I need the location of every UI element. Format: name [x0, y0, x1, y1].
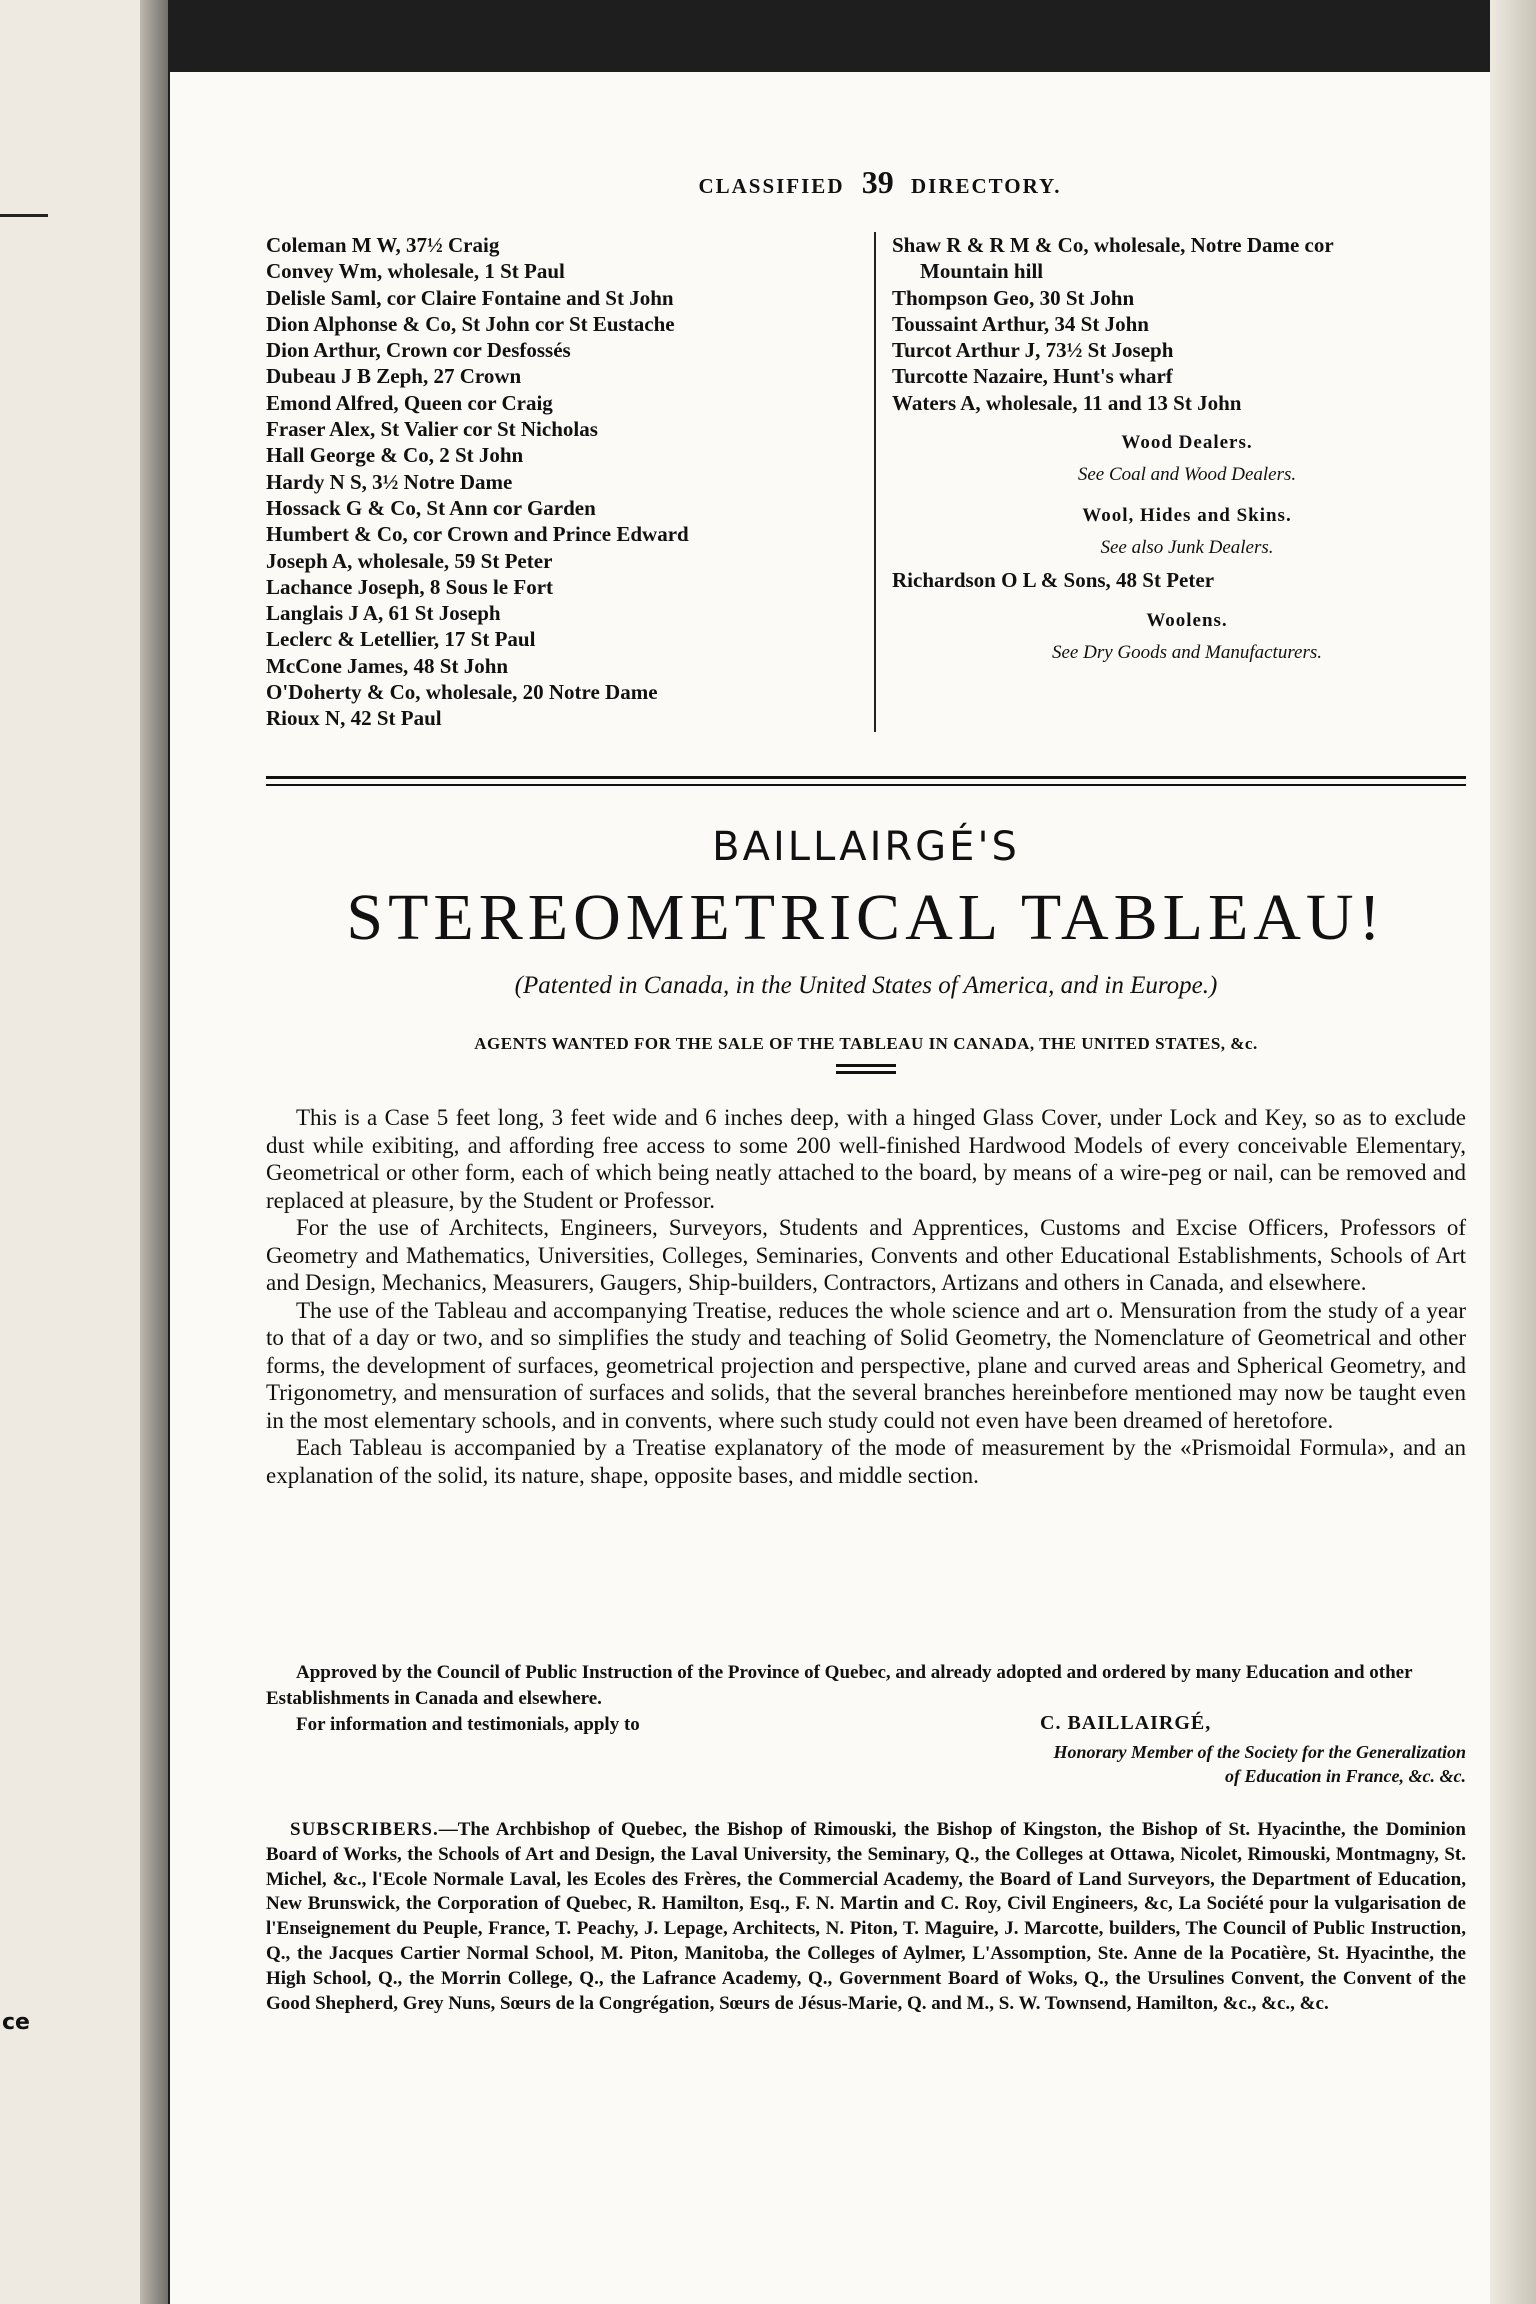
ad-agents-wanted: AGENTS WANTED FOR THE SALE OF THE TABLEAU IN CANADA, THE UNITED STATES, &c. — [474, 1034, 1258, 1053]
info-text: For information and testimonials, apply to — [296, 1714, 640, 1735]
ad-paragraph: For the use of Architects, Engineers, Surveyors, Students and Apprentices, Customs and Excise Officers, Professors of Geometry and Mathematics, Universities, Colleges, Seminaries, Convents and other Educational Establishments, Schools of Art and Design, Mechanics, Measurers, Gaugers, Ship-builders, Contractors, Artizans and others in Canada, and elsewhere. — [266, 1215, 1466, 1295]
ad-paragraph: The use of the Tableau and accompanying Treatise, reduces the whole science and art o. Mensuration from the study of a year to that of a day or two, and so simplifies the study and teaching of Solid Geometry, the Nomenclature of Geometrical and other forms, the development of surfaces, geometrical projection and perspective, plane and curved areas and Spherical Geometry, and Trigonometry, and mensuration of surfaces and solids, that the several branches hereinbefore mentioned may now be taught even in the most elementary schools, and in convents, where such study could not even have been dreamed of heretofore. — [266, 1297, 1466, 1433]
ad-paragraph: This is a Case 5 feet long, 3 feet wide and 6 inches deep, with a hinged Glass Cover, under Lock and Key, so as to exclude dust while exibiting, and affording free access to some 200 well-finished Hardwood Models of every conceivable Elementary, Geometrical or other form, each of which being neatly attached to the board, by means of a wire-peg or nail, can be removed and replaced at pleasure, by the Student or Professor. — [266, 1105, 1466, 1213]
ad-approval — [266, 1660, 1466, 1738]
directory-entry: Shaw R & R M & Co, wholesale, Notre Dame cor — [892, 233, 1334, 257]
cross-reference-wood: See Coal and Wood Dealers. — [1077, 464, 1297, 486]
directory-entry: Mountain hill — [920, 259, 1044, 284]
directory-entry: Hardy N S, 3½ Notre Dame — [266, 469, 513, 494]
signature-title — [810, 1740, 1466, 1788]
directory-entry: Turcotte Nazaire, Hunt's wharf — [892, 364, 1173, 389]
section-rule-bottom — [266, 784, 1466, 786]
ad-title-name: BAILLAIRGÉ'S — [712, 824, 1020, 870]
page-edge — [1490, 0, 1536, 2304]
signature-title-line: of Education in France, &c. &c. — [1224, 1766, 1466, 1786]
directory-right-column — [892, 232, 1482, 672]
directory-entry: Turcot Arthur J, 73½ St Joseph — [892, 338, 1174, 363]
directory-entry: Toussaint Arthur, 34 St John — [892, 311, 1149, 336]
cross-reference-woolens: See Dry Goods and Manufacturers. — [1051, 641, 1322, 663]
ad-title-main: STEREOMETRICAL TABLEAU! — [346, 881, 1386, 954]
spine-text-fragment: ce — [2, 2010, 30, 2035]
ad-paragraph: Each Tableau is accompanied by a Treatise explanatory of the mode of measurement by the «Prismoidal Formula», and an explanation of the solid, its nature, shape, opposite bases, and middle section. — [266, 1435, 1466, 1488]
document-page — [170, 72, 1490, 2304]
column-divider — [874, 232, 876, 732]
directory-entry: Thompson Geo, 30 St John — [892, 285, 1135, 310]
page-number: 39 — [861, 164, 894, 200]
directory-entry: Delisle Saml, cor Claire Fontaine and St John — [266, 285, 674, 310]
directory-entry: Dion Alphonse & Co, St John cor St Eustache — [266, 311, 675, 336]
subscribers-label: SUBSCRIBERS. — [290, 1819, 439, 1840]
directory-entry: Coleman M W, 37½ Craig — [266, 233, 500, 257]
category-heading-wood: Wood Dealers. — [1121, 432, 1253, 454]
ad-short-rule — [836, 1064, 896, 1067]
book-gutter — [140, 0, 168, 2304]
approval-text: Approved by the Council of Public Instruction of the Province of Quebec, and already adopted and ordered by many Education and other Establishments in Canada and elsewhere. — [266, 1662, 1413, 1709]
category-heading-wool: Wool, Hides and Skins. — [1082, 504, 1292, 526]
directory-entry-wool: Richardson O L & Sons, 48 St Peter — [892, 568, 1215, 593]
directory-entry: Langlais J A, 61 St Joseph — [266, 601, 501, 626]
header-right: DIRECTORY. — [910, 174, 1062, 198]
directory-entry: Lachance Joseph, 8 Sous le Fort — [266, 574, 554, 599]
subscribers-list: —The Archbishop of Quebec, the Bishop of Rimouski, the Bishop of Kingston, the Bishop of St. Hyacinthe, the Dominion Board of Works, the Schools of Art and Design, the Laval University, the Seminary, Q., the Colleges at Ottawa, Nicolet, Rimouski, Montmagny, St. Michel, &c., l'Ecole Normale Laval, les Ecoles des Frères, the Commercial Academy, the Board of Land Surveyors, the Department of Education, New Brunswick, the Corporation of Quebec, R. Hamilton, Esq., F. N. Martin and C. Roy, Civil Engineers, &c, La Société pour la vulgarisation de l'Enseignement du Peuple, France, T. Peachy, J. Lepage, Architects, N. Piton, T. Maguire, J. Marcotte, builders, The Council of Public Instruction, Q., the Jacques Cartier Normal School, M. Piton, Manitoba, the Colleges of Aylmer, L'Assomption, Ste. Anne de la Pocatière, St. Hyacinthe, the High School, Q., the Morrin College, Q., the Lafrance Academy, Q., Government Board of Woks, Q., the Ursulines Convent, the Convent of the Good Shepherd, Grey Nuns, Sœurs de la Congrégation, Sœurs de Jésus-Marie, Q. and M., S. W. Townsend, Hamilton, &c., &c., &c. — [266, 1819, 1466, 2014]
directory-entry: Dubeau J B Zeph, 27 Crown — [266, 364, 522, 389]
signature-title-line: Honorary Member of the Society for the Generalization — [1053, 1742, 1466, 1762]
directory-entry: Waters A, wholesale, 11 and 13 St John — [892, 390, 1242, 415]
directory-entry: Rioux N, 42 St Paul — [266, 706, 442, 731]
signature-name: C. BAILLAIRGÉ, — [1040, 1712, 1212, 1734]
directory-entry: Convey Wm, wholesale, 1 St Paul — [266, 259, 565, 284]
right-entries — [892, 232, 1482, 416]
directory-entry: Leclerc & Letellier, 17 St Paul — [266, 627, 536, 652]
page-header — [650, 164, 1110, 201]
ad-patent-note: (Patented in Canada, in the United States of America, and in Europe.) — [514, 972, 1218, 999]
directory-entry: Hossack G & Co, St Ann cor Garden — [266, 495, 596, 520]
directory-entry: Humbert & Co, cor Crown and Prince Edward — [266, 522, 689, 547]
directory-entry: Dion Arthur, Crown cor Desfossés — [266, 338, 571, 363]
ad-body — [266, 1104, 1466, 1489]
header-left: CLASSIFIED — [698, 174, 845, 198]
cross-reference-wool: See also Junk Dealers. — [1100, 536, 1274, 558]
directory-entry: Hall George & Co, 2 St John — [266, 443, 524, 468]
ad-short-rule-2 — [836, 1071, 896, 1074]
directory-entry: Emond Alfred, Queen cor Craig — [266, 390, 553, 415]
adjacent-page-spine — [0, 0, 168, 2304]
subscribers-section — [266, 1818, 1466, 2016]
directory-left-column — [266, 232, 836, 732]
section-rule-top — [266, 776, 1466, 779]
spine-rule — [0, 214, 48, 217]
category-heading-woolens: Woolens. — [1146, 609, 1228, 631]
directory-entry: Fraser Alex, St Valier cor St Nicholas — [266, 417, 598, 442]
directory-entry: Joseph A, wholesale, 59 St Peter — [266, 548, 553, 573]
directory-entry: McCone James, 48 St John — [266, 653, 509, 678]
directory-entry: O'Doherty & Co, wholesale, 20 Notre Dame — [266, 680, 658, 705]
subscribers-paragraph — [266, 1818, 1466, 2016]
